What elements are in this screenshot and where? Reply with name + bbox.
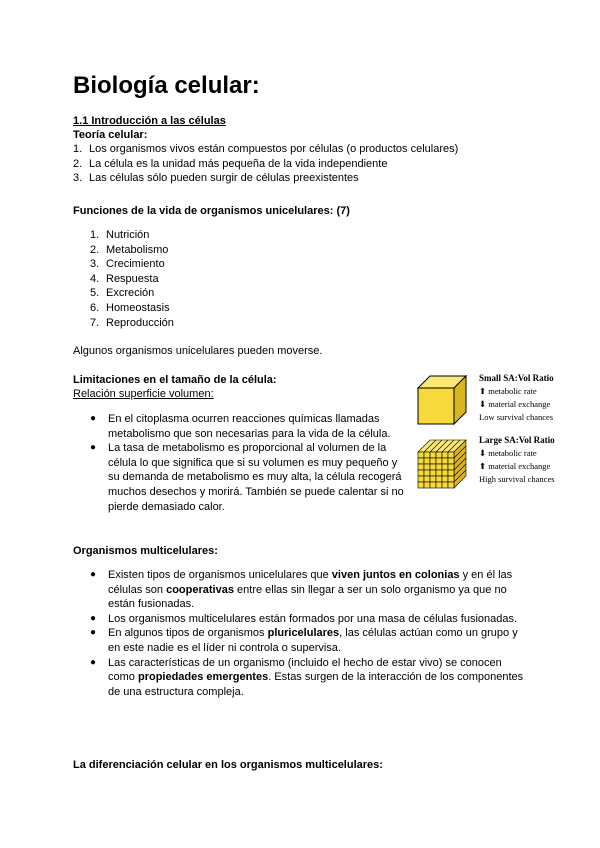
- bullet-icon: ●: [90, 656, 97, 668]
- limits-bullets: [90, 412, 408, 514]
- small-ratio-line: Low survival chances: [479, 412, 554, 422]
- multicellular-bullets: [90, 568, 530, 699]
- list-item: 3. Las células sólo pueden surgir de células preexistentes: [73, 172, 359, 185]
- section-heading: 1.1 Introducción a las células: [73, 115, 226, 127]
- theory-list: [73, 142, 458, 186]
- sa-vol-figure: [416, 370, 566, 495]
- list-item: 2. La célula es la unidad más pequeña de la vida independiente: [73, 157, 388, 170]
- large-ratio-line: ⬆ material exchange: [479, 461, 551, 471]
- list-item: ● Existen tipos de organismos unicelulares que viven juntos en colonias y en él las células son cooperativas entre ellas sin llegar a ser un solo organismo ya que no están fusionadas.: [90, 569, 513, 611]
- list-item: ● Las características de un organismo (incluido el hecho de estar vivo) se conocen como propiedades emergentes. Estas surgen de la interacción de los componentes de una estructura compleja.: [90, 656, 524, 698]
- limits-subheading: Relación superficie volumen:: [73, 388, 214, 400]
- functions-note: Algunos organismos unicelulares pueden moverse.: [73, 345, 323, 357]
- limits-heading: Limitaciones en el tamaño de la célula:: [73, 374, 277, 386]
- list-item: ● En el citoplasma ocurren reacciones químicas llamadas metabolismo que son necesarias para la vida de la célula.: [90, 413, 391, 440]
- page-title: Biología celular:: [73, 72, 260, 99]
- small-cube-icon: [416, 374, 468, 426]
- large-ratio-line: High survival chances: [479, 474, 555, 484]
- list-item: 4. Respuesta: [90, 272, 159, 285]
- arrow-down-icon: ⬇: [479, 448, 487, 458]
- list-item: 6. Homeostasis: [90, 301, 170, 314]
- functions-list: [90, 228, 174, 330]
- large-ratio-line: ⬇ metabolic rate: [479, 448, 537, 458]
- arrow-up-icon: ⬆: [479, 461, 487, 471]
- bullet-icon: ●: [90, 612, 97, 624]
- large-cube-grid-icon: [416, 438, 468, 490]
- list-item: ● La tasa de metabolismo es proporcional al volumen de la célula lo que significa que si su volumen es muy pequeño y su demanda de metabolismo es muy alta, la célula recogerá muchos desechos y morirá. También se puede calentar si no pierde demasiado calor.: [90, 442, 404, 513]
- differentiation-heading: La diferenciación celular en los organismos multicelulares:: [73, 759, 383, 771]
- arrow-down-icon: ⬇: [479, 399, 487, 409]
- list-item: 7. Reproducción: [90, 316, 174, 329]
- arrow-up-icon: ⬆: [479, 386, 487, 396]
- list-item: 2. Metabolismo: [90, 243, 169, 256]
- list-item: 3. Crecimiento: [90, 258, 165, 271]
- small-ratio-title: Small SA:Vol Ratio: [479, 373, 554, 383]
- small-ratio-line: ⬆ metabolic rate: [479, 386, 537, 396]
- functions-heading: Funciones de la vida de organismos unicelulares: (7): [73, 205, 350, 217]
- theory-title: Teoría celular:: [73, 129, 148, 141]
- list-item: 1. Los organismos vivos están compuestos por células (o productos celulares): [73, 143, 459, 155]
- multicellular-heading: Organismos multicelulares:: [73, 545, 218, 557]
- list-item: ● Los organismos multicelulares están formados por una masa de células fusionadas.: [90, 612, 518, 625]
- bullet-icon: ●: [90, 569, 97, 580]
- large-ratio-title: Large SA:Vol Ratio: [479, 435, 555, 445]
- list-item: 5. Excreción: [90, 287, 155, 300]
- bullet-icon: ●: [90, 627, 97, 639]
- bullet-icon: ●: [90, 442, 97, 454]
- list-item: ● En algunos tipos de organismos pluricelulares, las células actúan como un grupo y en este nadie es el líder ni controla o supervisa.: [90, 627, 518, 654]
- bullet-icon: ●: [90, 413, 97, 424]
- small-ratio-line: ⬇ material exchange: [479, 399, 551, 409]
- list-item: 1. Nutrición: [90, 229, 150, 241]
